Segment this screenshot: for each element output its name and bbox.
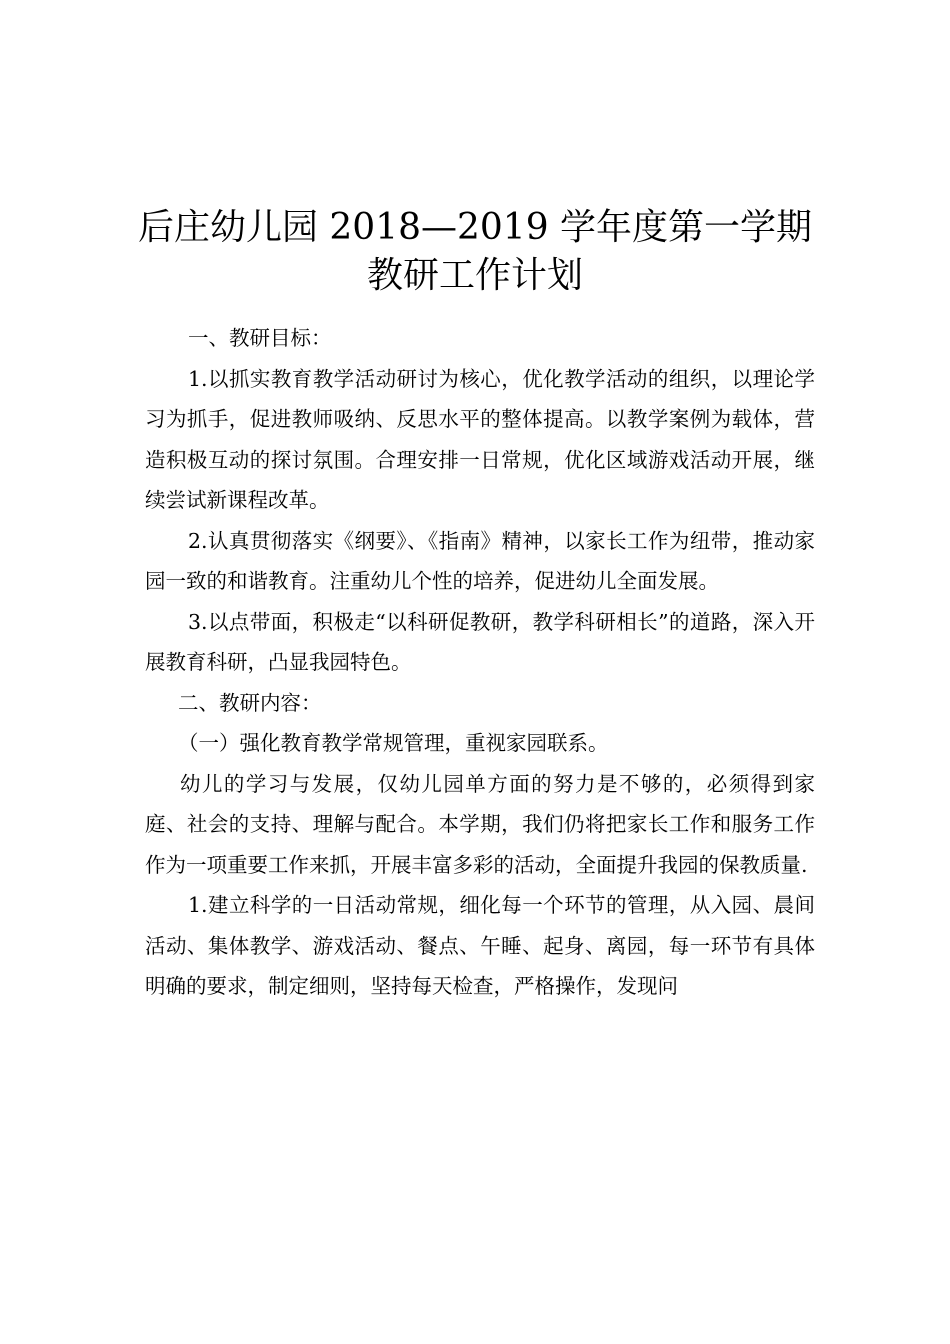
section-heading-goals: 一、教研目标：	[188, 326, 332, 350]
paragraph-goal-3: 3.以点带面，积极走“以科研促教研，教学科研相长”的道路，深入开展教育科研，凸显我园特色。	[145, 609, 815, 674]
section-heading-content: 二、教研内容：	[178, 690, 322, 715]
subsection-heading-1: （一）强化教育教学常规管理，重视家园联系。	[178, 731, 609, 755]
document-body	[145, 318, 815, 1007]
paragraph-goal-2: 2.认真贯彻落实《纲要》、《指南》精神，以家长工作为纽带，推动家园一致的和谐教育。注重幼儿个性的培养，促进幼儿全面发展。	[145, 528, 815, 593]
paragraph-content-1: 1.建立科学的一日活动常规，细化每一个环节的管理，从入园、晨间活动、集体教学、游戏活动、餐点、午睡、起身、离园，每一环节有具体明确的要求，制定细则，坚持每天检查，严格操作，发现问	[145, 893, 815, 998]
paragraph-content-intro: 幼儿的学习与发展，仅幼儿园单方面的努力是不够的，必须得到家庭、社会的支持、理解与配合。本学期，我们仍将把家长工作和服务工作作为一项重要工作来抓，开展丰富多彩的活动，全面提升我园的保教质量.	[145, 771, 815, 877]
paragraph-goal-1: 1.以抓实教育教学活动研讨为核心，优化教学活动的组织，以理论学习为抓手，促进教师吸纳、反思水平的整体提高。以教学案例为载体，营造积极互动的探讨氛围。合理安排一日常规，优化区域游戏活动开展，继续尝试新课程改革。	[145, 366, 815, 512]
document-title-line2: 教研工作计划	[366, 255, 583, 296]
document-title-line1: 后庄幼儿园 2018—2019 学年度第一学期	[137, 207, 813, 248]
